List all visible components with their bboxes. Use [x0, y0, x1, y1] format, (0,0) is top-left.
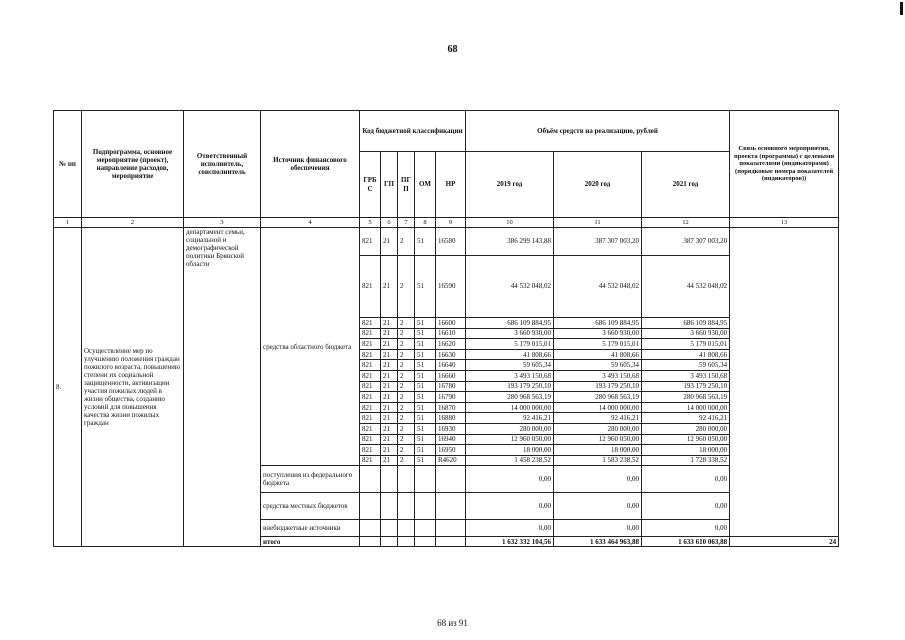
empty-code-cell — [381, 520, 398, 537]
column-number: 5 — [360, 218, 381, 228]
value-2019: 12 960 050,00 — [466, 434, 554, 445]
code-gp: 21 — [381, 339, 398, 350]
empty-code-cell — [398, 493, 415, 520]
code-grbs: 821 — [360, 392, 381, 403]
empty-code-cell — [415, 520, 436, 537]
value-2019: 280 968 563,19 — [466, 392, 554, 403]
code-pgp: 2 — [398, 413, 415, 424]
code-om: 51 — [415, 392, 436, 403]
code-gp: 21 — [381, 445, 398, 456]
page-edge-mark — [900, 2, 903, 15]
empty-code-cell — [381, 537, 398, 547]
code-np: 16620 — [436, 339, 466, 350]
value-2020: 280 968 563,19 — [554, 392, 642, 403]
code-om: 51 — [415, 455, 436, 466]
column-number: 6 — [381, 218, 398, 228]
value-2020: 44 532 048,02 — [554, 256, 642, 318]
code-pgp: 2 — [398, 360, 415, 371]
value-2021: 41 808,66 — [642, 349, 730, 360]
empty-code-cell — [436, 493, 466, 520]
value-2021: 18 000,00 — [642, 445, 730, 456]
value-2021: 686 109 884,95 — [642, 318, 730, 329]
value-2019: 0,00 — [466, 493, 554, 520]
value-2019: 686 109 884,95 — [466, 318, 554, 329]
header-budget-code: Код бюджетной классификации — [360, 111, 466, 152]
value-2020: 280 000,00 — [554, 423, 642, 434]
value-2021: 0,00 — [642, 520, 730, 537]
code-gp: 21 — [381, 228, 398, 256]
code-gp: 21 — [381, 328, 398, 339]
header-om: ОМ — [415, 152, 436, 218]
empty-code-cell — [360, 537, 381, 547]
row-number: 8. — [54, 228, 82, 547]
code-pgp: 2 — [398, 434, 415, 445]
value-2021: 1 728 338,52 — [642, 455, 730, 466]
column-number: 9 — [436, 218, 466, 228]
value-2020: 41 808,66 — [554, 349, 642, 360]
value-2020: 0,00 — [554, 520, 642, 537]
value-2019: 193 179 250,10 — [466, 381, 554, 392]
code-pgp: 2 — [398, 455, 415, 466]
code-np: 16870 — [436, 402, 466, 413]
code-om: 51 — [415, 328, 436, 339]
code-gp: 21 — [381, 360, 398, 371]
code-np: 16610 — [436, 328, 466, 339]
column-number: 4 — [261, 218, 360, 228]
value-2019: 44 532 048,02 — [466, 256, 554, 318]
value-2021: 3 660 930,00 — [642, 328, 730, 339]
value-2021: 92 416,21 — [642, 413, 730, 424]
responsible-cell: департамент семьи, социальной и демографической политики Брянской области — [184, 228, 261, 547]
value-2021: 44 532 048,02 — [642, 256, 730, 318]
code-grbs: 821 — [360, 413, 381, 424]
header-grbs: ГРБ С — [360, 152, 381, 218]
source-regional: средства областного бюджета — [261, 228, 360, 466]
total-2021: 1 633 610 063,88 — [642, 537, 730, 547]
column-number-row — [54, 218, 839, 228]
value-2019: 0,00 — [466, 466, 554, 493]
value-2020: 3 660 930,00 — [554, 328, 642, 339]
code-pgp: 2 — [398, 392, 415, 403]
code-gp: 21 — [381, 256, 398, 318]
empty-code-cell — [398, 537, 415, 547]
code-pgp: 2 — [398, 339, 415, 350]
code-om: 51 — [415, 413, 436, 424]
code-grbs: 821 — [360, 423, 381, 434]
header-source: Источник финансового обеспечения — [261, 111, 360, 218]
value-2020: 12 960 050,00 — [554, 434, 642, 445]
total-2020: 1 633 464 963,88 — [554, 537, 642, 547]
value-2019: 18 000,00 — [466, 445, 554, 456]
empty-code-cell — [381, 466, 398, 493]
code-grbs: 821 — [360, 445, 381, 456]
value-2020: 14 000 000,00 — [554, 402, 642, 413]
value-2021: 5 179 015,01 — [642, 339, 730, 350]
code-pgp: 2 — [398, 381, 415, 392]
column-number: 12 — [642, 218, 730, 228]
code-om: 51 — [415, 370, 436, 381]
empty-code-cell — [360, 520, 381, 537]
code-np: 16600 — [436, 318, 466, 329]
code-pgp: 2 — [398, 256, 415, 318]
value-2021: 0,00 — [642, 466, 730, 493]
code-gp: 21 — [381, 434, 398, 445]
value-2019: 59 605,34 — [466, 360, 554, 371]
code-grbs: 821 — [360, 434, 381, 445]
value-2021: 387 307 003,20 — [642, 228, 730, 256]
empty-code-cell — [436, 537, 466, 547]
value-2020: 3 493 150,68 — [554, 370, 642, 381]
empty-code-cell — [415, 537, 436, 547]
empty-code-cell — [436, 520, 466, 537]
value-2021: 280 000,00 — [642, 423, 730, 434]
value-2020: 193 179 250,10 — [554, 381, 642, 392]
code-om: 51 — [415, 339, 436, 350]
total-link: 24 — [730, 537, 839, 547]
code-np: 16640 — [436, 360, 466, 371]
value-2019: 5 179 015,01 — [466, 339, 554, 350]
header-np: НР — [436, 152, 466, 218]
code-pgp: 2 — [398, 423, 415, 434]
code-om: 51 — [415, 381, 436, 392]
value-2020: 59 605,34 — [554, 360, 642, 371]
budget-row — [54, 228, 839, 256]
code-np: R4620 — [436, 455, 466, 466]
code-np: 16930 — [436, 423, 466, 434]
value-2021: 12 960 050,00 — [642, 434, 730, 445]
code-gp: 21 — [381, 402, 398, 413]
column-number: 2 — [82, 218, 184, 228]
empty-code-cell — [415, 493, 436, 520]
header-responsible: Ответственный исполнитель, соисполнитель — [184, 111, 261, 218]
header-volume: Объём средств на реализацию, рублей — [466, 111, 730, 152]
value-2020: 686 109 884,95 — [554, 318, 642, 329]
total-label: итого — [261, 537, 360, 547]
code-np: 16660 — [436, 370, 466, 381]
code-np: 16780 — [436, 381, 466, 392]
subprogram-cell: Осуществление мер по улучшению положения граждан пожилого возраста, повышению степени их социальной защищенности, активизации участия пожилых людей в жизни общества, созданию условий для повышения качества жизни пожилых граждан — [82, 228, 184, 547]
code-grbs: 821 — [360, 328, 381, 339]
value-2021: 0,00 — [642, 493, 730, 520]
value-2021: 3 493 150,68 — [642, 370, 730, 381]
header-pgp: ПГ П — [398, 152, 415, 218]
value-2020: 387 307 003,20 — [554, 228, 642, 256]
empty-code-cell — [381, 493, 398, 520]
value-2019: 0,00 — [466, 520, 554, 537]
code-grbs: 821 — [360, 339, 381, 350]
code-grbs: 821 — [360, 256, 381, 318]
code-gp: 21 — [381, 381, 398, 392]
column-number: 10 — [466, 218, 554, 228]
value-2020: 18 000,00 — [554, 445, 642, 456]
code-gp: 21 — [381, 423, 398, 434]
code-gp: 21 — [381, 318, 398, 329]
value-2019: 280 000,00 — [466, 423, 554, 434]
code-np: 16790 — [436, 392, 466, 403]
header-2020: 2020 год — [554, 152, 642, 218]
code-grbs: 821 — [360, 402, 381, 413]
header-2021: 2021 год — [642, 152, 730, 218]
value-2019: 3 660 930,00 — [466, 328, 554, 339]
value-2020: 92 416,21 — [554, 413, 642, 424]
header-no: № пп — [54, 111, 82, 218]
code-pgp: 2 — [398, 402, 415, 413]
link-cell — [730, 228, 839, 537]
page-number: 68 — [447, 44, 458, 55]
source-label: средства местных бюджетов — [261, 493, 360, 520]
code-om: 51 — [415, 360, 436, 371]
column-number: 7 — [398, 218, 415, 228]
empty-code-cell — [415, 466, 436, 493]
value-2019: 14 000 000,00 — [466, 402, 554, 413]
header-gp: ГП — [381, 152, 398, 218]
code-pgp: 2 — [398, 228, 415, 256]
code-om: 51 — [415, 228, 436, 256]
total-2019: 1 632 332 104,56 — [466, 537, 554, 547]
source-label: внебюджетные источники — [261, 520, 360, 537]
value-2021: 280 968 563,19 — [642, 392, 730, 403]
value-2020: 5 179 015,01 — [554, 339, 642, 350]
value-2019: 92 416,21 — [466, 413, 554, 424]
page-footer: 68 из 91 — [437, 618, 468, 628]
code-om: 51 — [415, 349, 436, 360]
column-number: 1 — [54, 218, 82, 228]
header-subprogram: Подпрограмма, основное мероприятие (проект), направление расходов, мероприятие — [82, 111, 184, 218]
code-np: 16580 — [436, 228, 466, 256]
value-2020: 0,00 — [554, 466, 642, 493]
code-grbs: 821 — [360, 455, 381, 466]
empty-code-cell — [360, 466, 381, 493]
code-gp: 21 — [381, 392, 398, 403]
empty-code-cell — [398, 520, 415, 537]
code-pgp: 2 — [398, 349, 415, 360]
header-link: Связь основного мероприятия, проекта (программы) с целевыми показателями (индикаторами) (порядковые номера показателей (индикаторов)) — [730, 111, 839, 218]
empty-code-cell — [360, 493, 381, 520]
code-np: 16590 — [436, 256, 466, 318]
column-number: 11 — [554, 218, 642, 228]
code-grbs: 821 — [360, 228, 381, 256]
value-2021: 14 000 000,00 — [642, 402, 730, 413]
code-grbs: 821 — [360, 318, 381, 329]
code-grbs: 821 — [360, 381, 381, 392]
code-pgp: 2 — [398, 318, 415, 329]
code-np: 16880 — [436, 413, 466, 424]
code-np: 16630 — [436, 349, 466, 360]
budget-table — [53, 110, 839, 547]
column-number: 3 — [184, 218, 261, 228]
column-number: 13 — [730, 218, 839, 228]
column-number: 8 — [415, 218, 436, 228]
code-om: 51 — [415, 445, 436, 456]
code-gp: 21 — [381, 413, 398, 424]
code-grbs: 821 — [360, 349, 381, 360]
code-pgp: 2 — [398, 328, 415, 339]
value-2020: 1 583 238,52 — [554, 455, 642, 466]
value-2019: 386 299 143,88 — [466, 228, 554, 256]
empty-code-cell — [436, 466, 466, 493]
value-2021: 59 605,34 — [642, 360, 730, 371]
code-om: 51 — [415, 434, 436, 445]
code-om: 51 — [415, 256, 436, 318]
code-gp: 21 — [381, 455, 398, 466]
code-pgp: 2 — [398, 370, 415, 381]
value-2019: 3 493 150,68 — [466, 370, 554, 381]
value-2019: 1 458 238,52 — [466, 455, 554, 466]
code-gp: 21 — [381, 370, 398, 381]
code-pgp: 2 — [398, 445, 415, 456]
value-2019: 41 808,66 — [466, 349, 554, 360]
header-2019: 2019 год — [466, 152, 554, 218]
code-om: 51 — [415, 423, 436, 434]
code-om: 51 — [415, 402, 436, 413]
code-grbs: 821 — [360, 360, 381, 371]
code-gp: 21 — [381, 349, 398, 360]
code-om: 51 — [415, 318, 436, 329]
empty-code-cell — [398, 466, 415, 493]
code-np: 16940 — [436, 434, 466, 445]
source-label: поступления из федерального бюджета — [261, 466, 360, 493]
code-np: 16950 — [436, 445, 466, 456]
code-grbs: 821 — [360, 370, 381, 381]
value-2020: 0,00 — [554, 493, 642, 520]
value-2021: 193 179 250,10 — [642, 381, 730, 392]
